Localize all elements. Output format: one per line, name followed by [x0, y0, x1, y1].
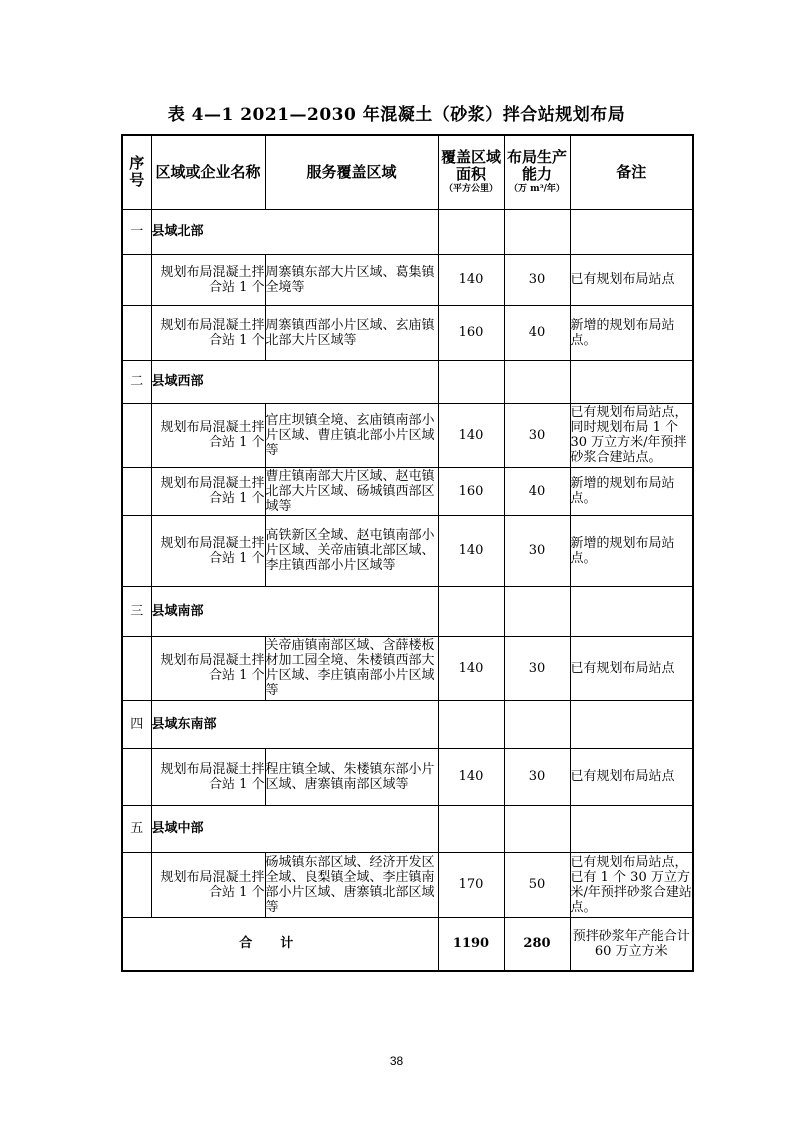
layout-table	[121, 134, 694, 972]
table-row	[122, 403, 693, 467]
row-coverage: 160	[438, 305, 504, 360]
header-coverage: 覆盖区域面积 （平方公里）	[438, 135, 504, 209]
row-name: 规划布局混凝土拌合站 1 个	[151, 515, 265, 586]
section-label: 县域西部	[151, 360, 438, 403]
header-note: 备注	[570, 135, 693, 209]
section-row	[122, 805, 693, 852]
row-capacity: 30	[504, 403, 570, 467]
row-capacity: 30	[504, 254, 570, 305]
table-body	[122, 209, 693, 971]
table-row	[122, 636, 693, 700]
row-note: 新增的规划布局站点。	[570, 305, 693, 360]
section-seq: 三	[122, 586, 151, 636]
row-area: 周寨镇东部大片区域、葛集镇全境等	[265, 254, 438, 305]
header-name: 区域或企业名称	[151, 135, 265, 209]
section-seq: 四	[122, 700, 151, 748]
section-row	[122, 209, 693, 254]
header-seq: 序号	[122, 135, 151, 209]
section-seq: 二	[122, 360, 151, 403]
row-area: 程庄镇全域、朱楼镇东部小片区域、唐寨镇南部区域等	[265, 748, 438, 805]
row-area: 周寨镇西部小片区域、玄庙镇北部大片区域等	[265, 305, 438, 360]
section-label: 县域中部	[151, 805, 438, 852]
total-label: 合计	[122, 917, 438, 971]
row-name: 规划布局混凝土拌合站 1 个	[151, 305, 265, 360]
row-coverage: 140	[438, 254, 504, 305]
section-label: 县域东南部	[151, 700, 438, 748]
header-capacity: 布局生产能力 （万 m³/年）	[504, 135, 570, 209]
row-note: 新增的规划布局站点。	[570, 515, 693, 586]
section-row	[122, 700, 693, 748]
row-capacity: 40	[504, 305, 570, 360]
row-coverage: 140	[438, 403, 504, 467]
total-capacity: 280	[504, 917, 570, 971]
section-row	[122, 360, 693, 403]
row-note: 已有规划布局站点	[570, 636, 693, 700]
row-name: 规划布局混凝土拌合站 1 个	[151, 254, 265, 305]
table-row	[122, 305, 693, 360]
table-row	[122, 852, 693, 917]
row-area: 砀城镇东部区域、经济开发区全域、良梨镇全域、李庄镇南部小片区域、唐寨镇北部区域等	[265, 852, 438, 917]
row-capacity: 30	[504, 636, 570, 700]
page-number: 38	[389, 1054, 404, 1068]
total-note: 预拌砂浆年产能合计 60 万立方米	[570, 917, 693, 971]
table-row	[122, 515, 693, 586]
table-row	[122, 467, 693, 515]
header-area: 服务覆盖区域	[265, 135, 438, 209]
table-title: 表 4—1 2021—2030 年混凝土（砂浆）拌合站规划布局	[167, 105, 626, 125]
row-note: 已有规划布局站点，同时规划布局 1 个 30 万立方米/年预拌砂浆合建站点。	[570, 403, 693, 467]
total-row	[122, 917, 693, 971]
row-name: 规划布局混凝土拌合站 1 个	[151, 403, 265, 467]
section-row	[122, 586, 693, 636]
section-seq: 五	[122, 805, 151, 852]
total-coverage: 1190	[438, 917, 504, 971]
section-seq: 一	[122, 209, 151, 254]
table-row	[122, 254, 693, 305]
header-row	[122, 135, 693, 209]
row-note: 已有规划布局站点	[570, 254, 693, 305]
row-capacity: 30	[504, 748, 570, 805]
row-area: 关帝庙镇南部区域、含薛楼板材加工园全境、朱楼镇西部大片区域、李庄镇南部小片区域等	[265, 636, 438, 700]
row-note: 已有规划布局站点，已有 1 个 30 万立方米/年预拌砂浆合建站点。	[570, 852, 693, 917]
row-name: 规划布局混凝土拌合站 1 个	[151, 636, 265, 700]
row-note: 已有规划布局站点	[570, 748, 693, 805]
table-row	[122, 748, 693, 805]
row-name: 规划布局混凝土拌合站 1 个	[151, 748, 265, 805]
row-name: 规划布局混凝土拌合站 1 个	[151, 852, 265, 917]
row-area: 官庄坝镇全境、玄庙镇南部小片区域、曹庄镇北部小片区域等	[265, 403, 438, 467]
row-area: 曹庄镇南部大片区域、赵屯镇北部大片区域、砀城镇西部区域等	[265, 467, 438, 515]
row-area: 高铁新区全域、赵屯镇南部小片区域、关帝庙镇北部区域、李庄镇西部小片区域等	[265, 515, 438, 586]
row-name: 规划布局混凝土拌合站 1 个	[151, 467, 265, 515]
row-note: 新增的规划布局站点。	[570, 467, 693, 515]
row-coverage: 140	[438, 515, 504, 586]
row-coverage: 140	[438, 636, 504, 700]
row-coverage: 140	[438, 748, 504, 805]
section-label: 县域北部	[151, 209, 438, 254]
row-coverage: 160	[438, 467, 504, 515]
row-coverage: 170	[438, 852, 504, 917]
section-label: 县域南部	[151, 586, 438, 636]
row-capacity: 50	[504, 852, 570, 917]
row-capacity: 30	[504, 515, 570, 586]
row-capacity: 40	[504, 467, 570, 515]
